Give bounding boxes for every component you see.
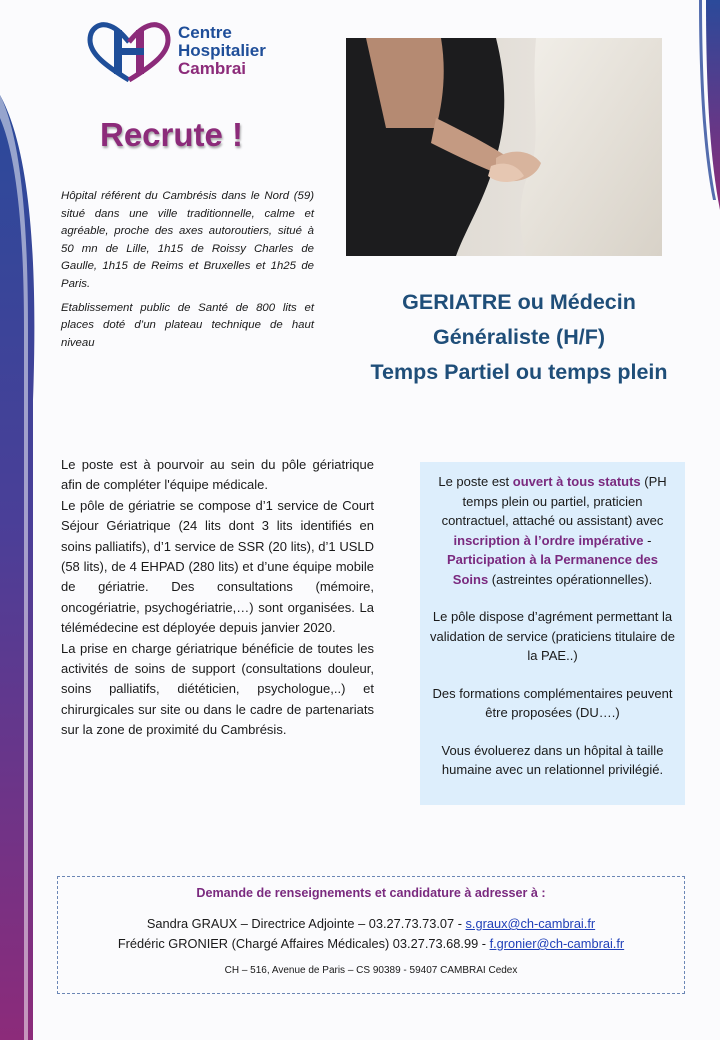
infobox-text: (astreintes opérationnelles). <box>488 571 653 587</box>
left-decorative-band <box>0 0 60 1040</box>
infobox-environment-paragraph: Vous évoluerez dans un hôpital à taille humaine avec un relationnel privilégié. <box>441 742 664 777</box>
infobox-training-paragraph: Des formations complémentaires peuvent être proposées (DU….) <box>432 685 673 720</box>
intro-paragraph-location: Hôpital référent du Cambrésis dans le Nord (59) situé dans une ville traditionnelle, calme et agréable, proche des axes autoroutiers, situé à 50 mn de Lille, 1h15 de Roissy Charles de Gaulle, 1h15 de Reims et Bruxelles et 1h25 de Paris. <box>61 190 314 290</box>
job-title-line-1: GERIATRE ou Médecin <box>402 290 636 314</box>
contact-box <box>57 876 685 994</box>
infobox-text: Le poste est <box>438 474 513 489</box>
contact-person-graux: Sandra GRAUX – Directrice Adjointe – 03.27.73.73.07 - <box>146 916 466 931</box>
infobox-accreditation-paragraph: Le pôle dispose d’agrément permettant la validation de service (praticiens titulaire de la PAE..) <box>430 609 675 663</box>
contact-person-gronier: Frédéric GRONIER (Chargé Affaires Médicales) 03.27.73.68.99 - <box>117 936 490 951</box>
infobox-highlight-oncall: Participation à la Permanence des Soins <box>447 552 658 587</box>
job-title-line-2: Généraliste (H/F) <box>432 325 606 349</box>
description-paragraph-pole: Le pôle de gériatrie se compose d’1 service de Court Séjour Gériatrique (24 lits dont 3 lits identifiés en soins palliatifs), d’1 service de SSR (20 lits), d’1 USLD (58 lits), de 4 EHPAD (280 lits) et d’une équipe mobile de gériatrie. Des consultations (mémoire, oncogériatrie, psychogériatrie,…) sont organisées. La télémédecine est déployée depuis janvier 2020. <box>61 497 374 636</box>
recruiting-headline: Recrute ! <box>100 116 244 153</box>
job-description <box>61 455 374 741</box>
hospital-heart-h-logo-icon <box>86 20 172 84</box>
caregiver-hands-photo <box>346 38 662 256</box>
logo-line-centre: Centre <box>178 23 232 42</box>
contact-line-gronier <box>58 934 684 954</box>
hospital-intro <box>61 188 314 358</box>
job-title-line-3: Temps Partiel ou temps plein <box>370 360 668 384</box>
infobox-highlight-registration: inscription à l’ordre impérative <box>453 532 644 548</box>
infobox-text: - <box>643 532 652 548</box>
contact-heading: Demande de renseignements et candidature à adresser à : <box>196 886 546 900</box>
job-title <box>330 285 708 390</box>
email-link-gronier[interactable]: f.gronier@ch-cambrai.fr <box>489 936 625 951</box>
logo-line-hospitalier: Hospitalier <box>178 41 266 60</box>
logo-wordmark <box>178 24 266 78</box>
intro-paragraph-establishment: Etablissement public de Santé de 800 lits et places doté d’un plateau technique de haut niveau <box>61 301 314 349</box>
description-paragraph-care: La prise en charge gériatrique bénéficie de toutes les activités de soins de support (consultations douleur, soins palliatifs, diététicien, psychologue,..) et chirurgicales sur site ou dans le cadre de partenariats sur la zone de proximité du Cambrésis. <box>61 640 374 738</box>
email-link-graux[interactable]: s.graux@ch-cambrai.fr <box>465 916 596 931</box>
conditions-infobox <box>420 462 685 805</box>
contact-line-graux <box>58 914 684 934</box>
infobox-highlight-status: ouvert à tous statuts <box>512 474 641 489</box>
infobox-text: (PH temps plein ou partiel, praticien contractuel, attaché ou assistant) avec <box>441 474 667 528</box>
hospital-logo <box>86 20 286 84</box>
infobox-status-paragraph <box>428 472 677 589</box>
description-paragraph-post: Le poste est à pourvoir au sein du pôle gériatrique afin de compléter l'équipe médicale. <box>61 457 374 493</box>
postal-address: CH – 516, Avenue de Paris – CS 90389 - 59407 CAMBRAI Cedex <box>224 965 518 976</box>
right-decorative-band <box>680 0 720 220</box>
logo-line-cambrai: Cambrai <box>178 59 247 78</box>
